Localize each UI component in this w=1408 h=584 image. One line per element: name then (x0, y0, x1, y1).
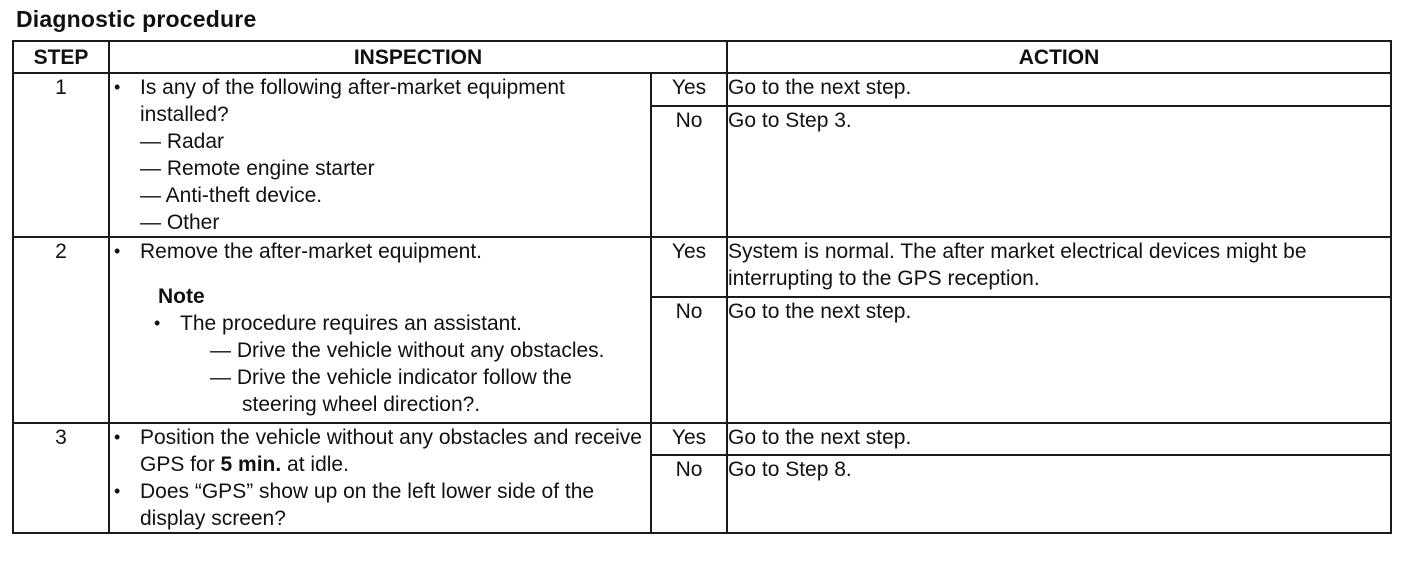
inspection-bullet (110, 74, 650, 236)
no-label: No (651, 455, 727, 533)
no-label: No (651, 297, 727, 423)
yes-action: Go to the next step. (727, 73, 1391, 106)
diagnostic-table (12, 40, 1392, 534)
inspection-cell (109, 423, 651, 533)
inspection-bullet: • Remove the after-market equipment. (110, 238, 650, 265)
duration-emphasis: 5 min. (220, 453, 282, 476)
note-item-text: — Drive the vehicle indicator follow the (210, 366, 572, 389)
note-item: — Drive the vehicle without any obstacles. (210, 339, 605, 362)
yes-label: Yes (651, 73, 727, 106)
action-column-header: ACTION (727, 41, 1391, 73)
step-number: 2 (13, 237, 109, 423)
bullet-text: at idle. (281, 453, 349, 476)
equipment-item: — Remote engine starter (140, 157, 375, 180)
page-title: Diagnostic procedure (16, 6, 257, 32)
yes-action: System is normal. The after market electrical devices might be interrupting to the GPS reception. (727, 237, 1391, 297)
note-item (180, 364, 650, 418)
step-3-yes-row (13, 423, 1391, 455)
inspection-bullet: • Does “GPS” show up on the left lower side of the display screen? (110, 478, 650, 532)
equipment-item: — Radar (140, 130, 225, 153)
step-number: 1 (13, 73, 109, 237)
note-bullet-text: The procedure requires an assistant. (180, 312, 523, 335)
note-item-continuation: steering wheel direction?. (242, 393, 481, 416)
equipment-item: — Anti-theft device. (140, 184, 323, 207)
yes-action: Go to the next step. (727, 423, 1391, 455)
note-bullet (150, 310, 650, 418)
yes-label: Yes (651, 423, 727, 455)
table-header-row (13, 41, 1391, 73)
no-action: Go to Step 3. (727, 106, 1391, 237)
inspection-bullet (110, 424, 650, 478)
step-column-header: STEP (13, 41, 109, 73)
yes-label: Yes (651, 237, 727, 297)
note-block (110, 283, 650, 418)
inspection-column-header: INSPECTION (109, 41, 727, 73)
equipment-item: — Other (140, 211, 220, 234)
inspection-cell (109, 73, 651, 237)
inspection-cell (109, 237, 651, 423)
no-action: Go to the next step. (727, 297, 1391, 423)
inspection-question: Is any of the following after-market equipment installed? (140, 76, 565, 126)
no-action: Go to Step 8. (727, 455, 1391, 533)
bullet-text: Position the vehicle without any obstacles and receive GPS for (140, 426, 642, 476)
note-title: Note (158, 285, 205, 308)
step-number: 3 (13, 423, 109, 533)
step-1-yes-row (13, 73, 1391, 106)
step-2-yes-row (13, 237, 1391, 297)
no-label: No (651, 106, 727, 237)
